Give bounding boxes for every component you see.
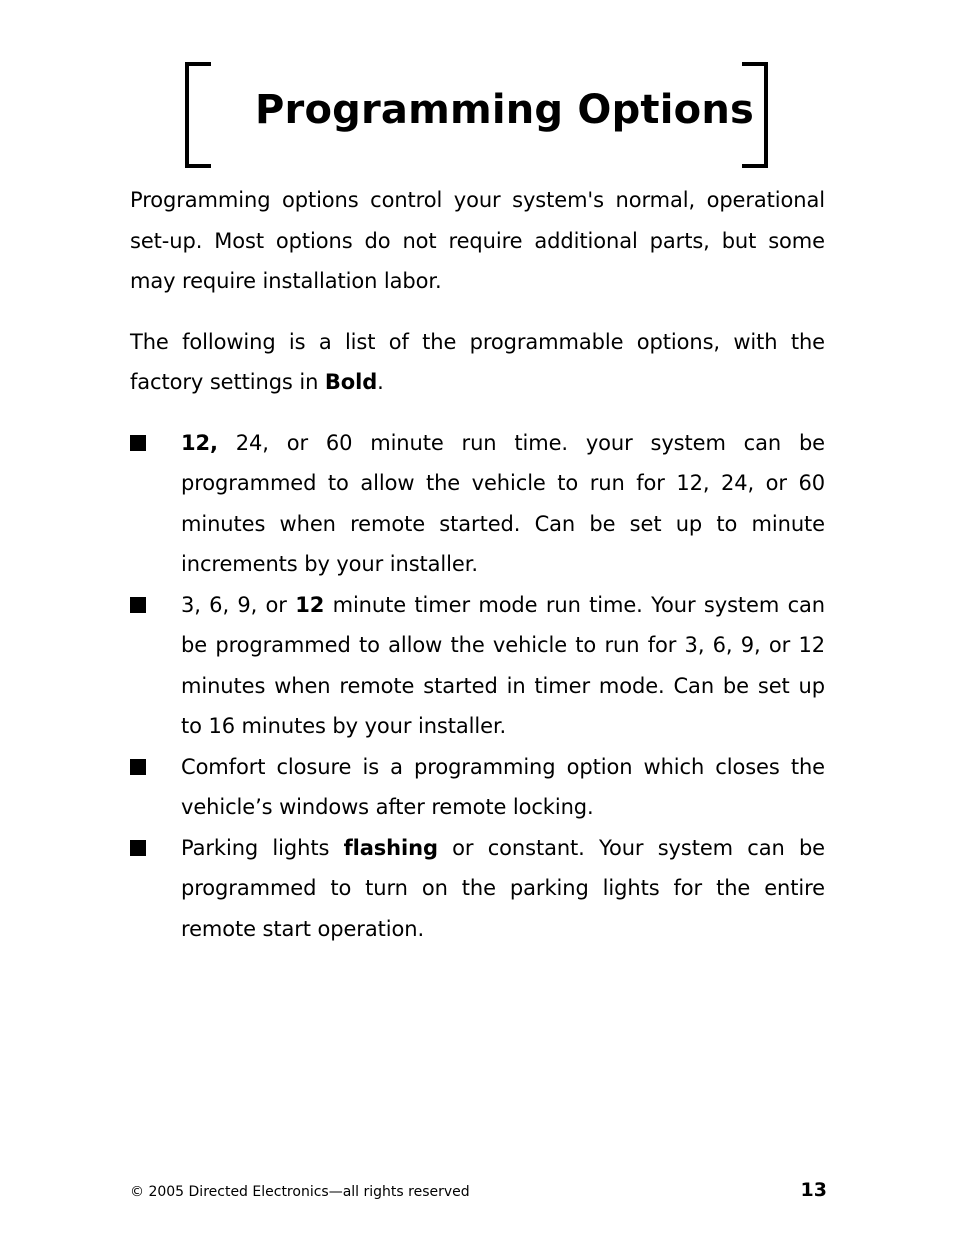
factory-note-paragraph [130, 322, 825, 403]
option-text: Comfort closure is a programming option which closes the vehicle’s windows after remote locking. [181, 754, 825, 819]
square-bullet-icon [130, 840, 146, 856]
option-default: 12, [181, 430, 218, 455]
option-default: flashing [343, 835, 438, 860]
factory-note-prefix: The following is a list of the programmable options, with the factory settings in [130, 329, 825, 394]
option-text: minute timer mode run time. Your system can be programmed to allow the vehicle to run for 3, 6, 9, or 12 minutes when remote started in timer mode. Can be set up to 16 minutes by your installer. [181, 592, 825, 738]
page-header [185, 62, 768, 164]
page-content [130, 180, 825, 949]
copyright-notice: © 2005 Directed Electronics—all rights reserved [130, 1184, 470, 1200]
list-item [130, 585, 825, 747]
square-bullet-icon [130, 435, 146, 451]
list-item [130, 747, 825, 828]
left-bracket [185, 62, 211, 168]
square-bullet-icon [130, 597, 146, 613]
option-text: 24, or 60 minute run time. your system can be programmed to allow the vehicle to run for 12, 24, or 60 minutes when remote started. Can be set up to minute increments by your installer. [181, 430, 825, 576]
factory-note-suffix: . [377, 370, 384, 394]
page-footer [130, 1178, 827, 1204]
list-item [130, 828, 825, 950]
list-item [130, 423, 825, 585]
option-prefix: 3, 6, 9, or [181, 592, 296, 617]
square-bullet-icon [130, 759, 146, 775]
option-default: 12 [295, 592, 325, 617]
intro-paragraph: Programming options control your system's normal, operational set-up. Most options do not require additional parts, but some may require installation labor. [130, 188, 825, 293]
option-text: or constant. Your system can be programmed to turn on the parking lights for the entire remote start operation. [181, 835, 825, 941]
page-number: 13 [800, 1179, 827, 1201]
right-bracket [742, 62, 768, 168]
page-title: Programming Options [255, 87, 755, 133]
option-prefix: Parking lights [181, 835, 344, 860]
options-list [130, 423, 825, 950]
factory-note-bold: Bold [324, 370, 378, 394]
